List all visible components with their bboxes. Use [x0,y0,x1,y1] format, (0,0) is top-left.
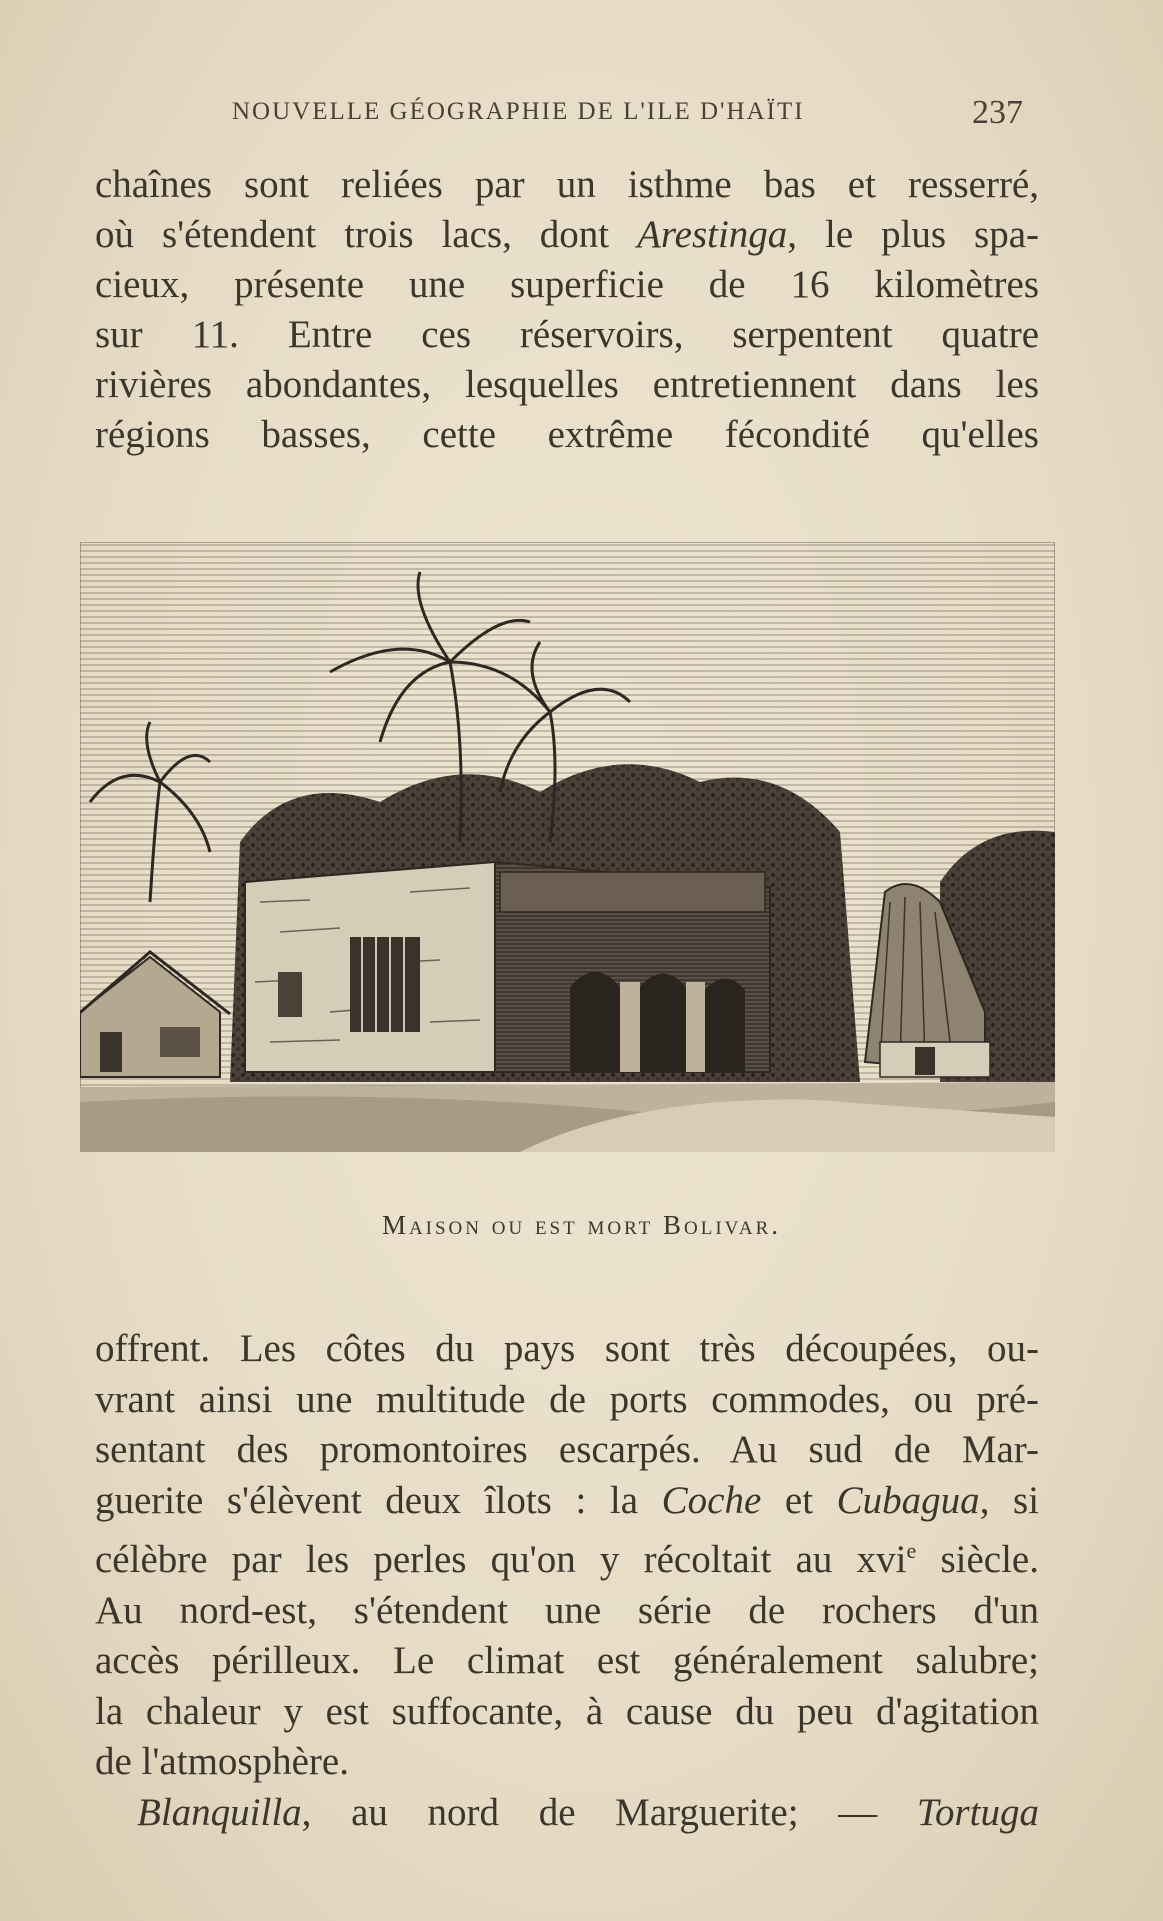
text-fragment: , le plus spa- [787,213,1040,256]
bottom-paragraph [95,1324,1039,1838]
superscript-e: e [906,1538,917,1563]
text-line: rivières abondantes, lesquelles entretiennent dans les [95,363,1039,406]
text-fragment: célèbre par les perles qu'on y récoltait au xvi [95,1538,907,1581]
text-line [95,210,1039,260]
text-line: accès périlleux. Le climat est généralement salubre; [95,1639,1039,1682]
engraving-house-bolivar [80,542,1055,1152]
text-fragment: guerite s'élèvent deux îlots : la [95,1478,639,1522]
text-line: chaînes sont reliées par un isthme bas et resserré, [95,163,1039,206]
text-line: sentant des promontoires escarpés. Au sud de Mar- [95,1428,1039,1471]
text-line [95,1526,1039,1586]
text-fragment: , si [979,1478,1040,1522]
text-fragment: siècle. [916,1538,1039,1581]
running-title: NOUVELLE GÉOGRAPHIE DE L'ILE D'HAÏTI [232,98,805,125]
text-line [95,1476,1039,1527]
text-fragment: où s'étendent trois lacs, dont [95,213,610,256]
text-line [95,1788,1039,1839]
figure-caption: Maison ou est mort Bolivar. [381,1210,782,1240]
lake-name-arestinga: Arestinga [637,213,788,256]
text-line: sur 11. Entre ces réservoirs, serpentent quatre [95,313,1039,356]
text-line: offrent. Les côtes du pays sont très découpées, ou- [95,1327,1039,1370]
text-fragment: , au nord de Marguerite; — [301,1790,878,1834]
text-line: la chaleur y est suffocante, à cause du peu d'agitation [95,1689,1039,1733]
text-line: Au nord-est, s'étendent une série de rochers d'un [95,1588,1039,1632]
text-line: régions basses, cette extrême fécondité qu'elles [95,413,1039,456]
top-paragraph [95,160,1039,460]
island-name-coche: Coche [661,1478,762,1522]
text-line: de l'atmosphère. [95,1740,349,1783]
text-line: vrant ainsi une multitude de ports commodes, ou pré- [95,1377,1039,1421]
island-name-cubagua: Cubagua [836,1478,980,1522]
text-fragment: et [784,1478,814,1522]
engraving-illustration [80,542,1055,1152]
island-name-tortuga: Tortuga [916,1790,1040,1834]
island-name-blanquilla: Blanquilla [137,1790,302,1834]
page-number: 237 [972,94,1023,131]
text-line: cieux, présente une superficie de 16 kilomètres [95,263,1039,306]
